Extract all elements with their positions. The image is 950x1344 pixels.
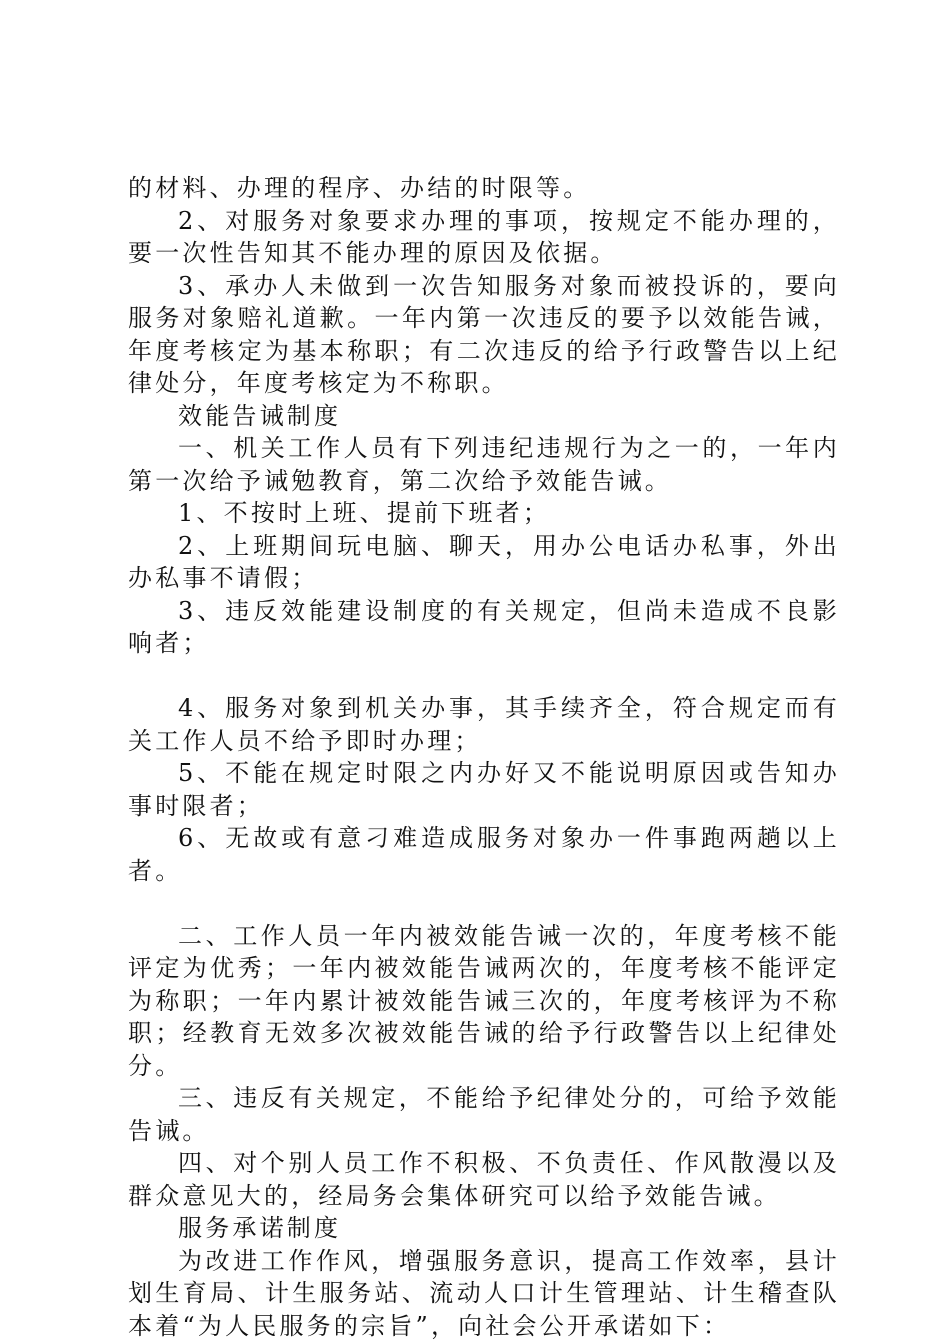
paragraph: 服务承诺制度 <box>178 1214 342 1242</box>
paragraph: 2、上班期间玩电脑、聊天，用办公电话办私事，外出办私事不请假； <box>128 531 840 592</box>
paragraph-spacer <box>128 887 840 920</box>
paragraph: 二、工作人员一年内被效能告诫一次的，年度考核不能评定为优秀；一年内被效能告诫两次的，年度考核不能评定为称职；一年内累计被效能告诫三次的，年度考核评为不称职；经教育无效多次被效能告诫的给予行政警告以上纪律处分。 <box>128 921 840 1080</box>
paragraph: 为改进工作作风，增强服务意识，提高工作效率，县计划生育局、计生服务站、流动人口计生管理站、计生稽查队本着“为人民服务的宗旨”，向社会公开承诺如下： <box>128 1246 840 1340</box>
paragraph: 5、不能在规定时限之内办好又不能说明原因或告知办事时限者； <box>128 759 840 820</box>
paragraph: 2、对服务对象要求办理的事项，按规定不能办理的，要一次性告知其不能办理的原因及依据。 <box>128 206 840 267</box>
paragraph: 效能告诫制度 <box>178 401 342 430</box>
paragraph: 一、机关工作人员有下列违纪违规行为之一的，一年内第一次给予诫勉教育，第二次给予效能告诫。 <box>128 434 840 495</box>
paragraph: 4、服务对象到机关办事，其手续齐全，符合规定而有关工作人员不给予即时办理； <box>128 694 840 755</box>
paragraph: 1、不按时上班、提前下班者； <box>178 499 551 527</box>
paragraph-spacer <box>128 660 840 693</box>
paragraph: 3、违反效能建设制度的有关规定，但尚未造成不良影响者； <box>128 596 840 657</box>
paragraph: 6、无故或有意刁难造成服务对象办一件事跑两趟以上者。 <box>128 824 840 885</box>
paragraph: 三、违反有关规定，不能给予纪律处分的，可给予效能告诫。 <box>128 1084 840 1145</box>
paragraph: 的材料、办理的程序、办结的时限等。 <box>128 174 591 202</box>
paragraph: 四、对个别人员工作不积极、不负责任、作风散漫以及群众意见大的，经局务会集体研究可以给予效能告诫。 <box>128 1149 840 1210</box>
document-body <box>128 172 840 1342</box>
paragraph: 3、承办人未做到一次告知服务对象而被投诉的，要向服务对象赔礼道歉。一年内第一次违反的要予以效能告诫，年度考核定为基本称职；有二次违反的给予行政警告以上纪律处分，年度考核定为不称职。 <box>128 271 840 397</box>
